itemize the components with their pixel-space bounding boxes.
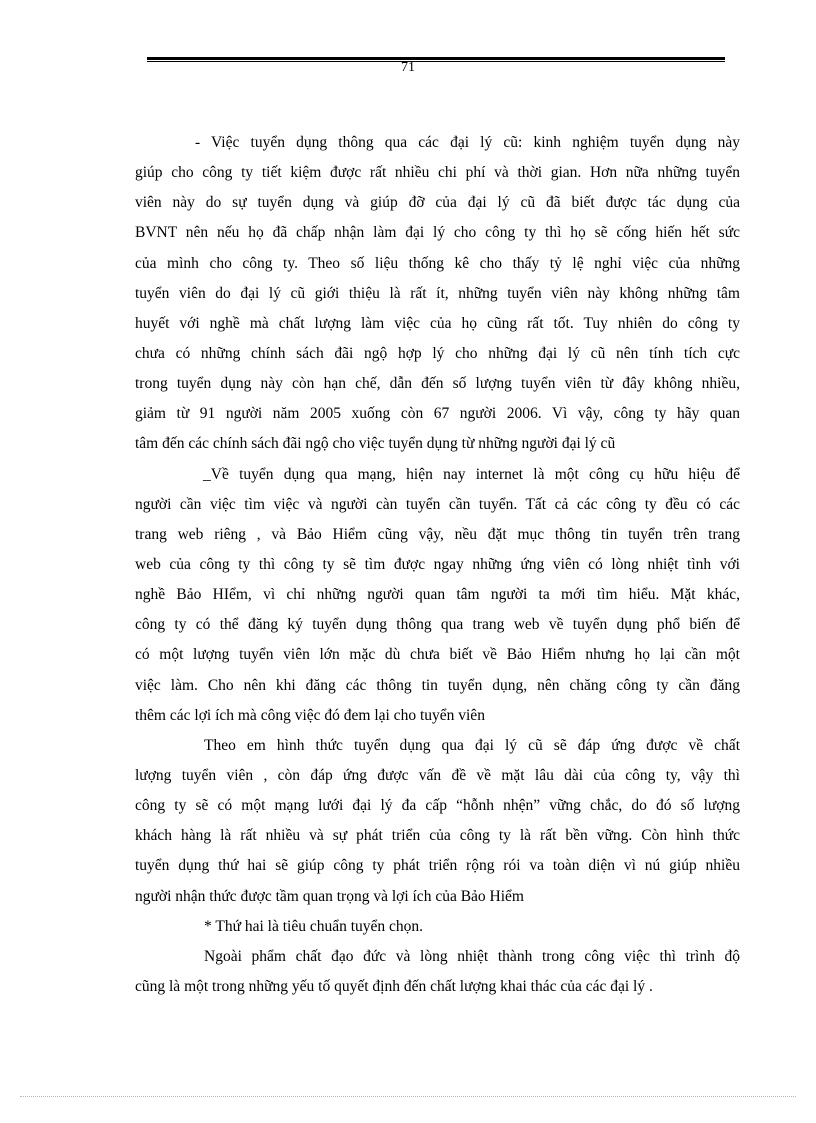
body-text [135,128,740,1002]
text-line: chưa có những chính sách đãi ngộ hợp lý cho những đại lý cũ nên tính tích cực [135,344,740,362]
text-line: khách hàng là rất nhiều và sự phát triển của công ty là rất bền vững. Còn hình thức [135,827,740,845]
text-line: người cần việc tìm việc và người càn tuyển cần tuyển. Tất cả các công ty đều có các [135,495,740,513]
text-line: Theo em hình thức tuyển dụng qua đại lý cũ sẽ đáp ứng được về chất [204,736,740,754]
text-line: huyết với nghề mà chất lượng làm việc của họ cũng rất tốt. Tuy nhiên do công ty [135,314,740,332]
text-line: - Việc tuyển dụng thông qua các đại lý cũ: kinh nghiệm tuyển dụng này [195,134,740,151]
text-line: _Về tuyển dụng qua mạng, hiện nay internet là một công cụ hữu hiệu để [203,465,740,483]
text-line: người nhận thức được tầm quan trọng và lợi ích của Bảo Hiểm [135,887,524,905]
text-line: tuyển dụng thứ hai sẽ giúp công ty phát triển rộng rói va toàn diện vì nú giúp nhiều [135,857,740,875]
text-line: BVNT nên nếu họ đã chấp nhận làm đại lý cho công ty thì họ sẽ cống hiến hết sức [135,224,740,242]
text-line: việc làm. Cho nên khi đăng các thông tin tuyển dụng, nên chăng công ty cần đăng [135,676,740,694]
paragraph [135,912,740,942]
text-line: nghề Bảo HIểm, vì chỉ những người quan tâm người ta mới tìm hiểu. Mặt khác, [135,586,740,604]
text-line: tâm đến các chính sách đãi ngộ cho việc tuyển dụng từ những người đại lý cũ [135,435,616,453]
paragraph [135,460,740,731]
text-line: tuyển viên do đại lý cũ giới thiệu là rất ít, những tuyển viên này không những tâm [135,284,740,302]
text-line: của mình cho công ty. Theo số liệu thống kê cho thấy tỷ lệ nghỉ việc của những [135,254,740,272]
text-line: công ty có thể đăng ký tuyển dụng thông qua trang web về tuyển dụng phổ biến để [135,616,740,634]
footer-dotted-rule [20,1096,796,1097]
text-line: giảm từ 91 người năm 2005 xuống còn 67 người 2006. Vì vậy, công ty hãy quan [135,405,740,423]
page-number: 71 [401,60,415,75]
text-line: có một lượng tuyển viên lớn mặc dù chưa biết về Bảo Hiểm nhưng họ lại cần một [135,646,740,664]
paragraph [135,942,740,1002]
text-line: * Thứ hai là tiêu chuẩn tuyển chọn. [204,917,424,935]
paragraph [135,128,740,460]
text-line: Ngoài phẩm chất đạo đức và lòng nhiệt thành trong công việc thì trình độ [204,947,740,965]
text-line: web của công ty thì công ty sẽ tìm được ngay những ứng viên có lòng nhiệt tình với [135,555,740,573]
text-line: cũng là một trong những yếu tố quyết định đến chất lượng khai thác của các đại lý . [135,977,653,995]
text-line: viên này do sự tuyển dụng và giúp đỡ của đại lý cũ đã biết được tác dụng của [135,194,740,212]
text-line: công ty sẽ có một mạng lưới đại lý đa cấp “hỗnh nhện” vững chắc, do đó số lượng [135,797,740,815]
text-line: trang web riêng , và Bảo Hiểm cũng vậy, nều đặt mục thông tin tuyển trên trang [135,525,740,543]
text-line: giúp cho công ty tiết kiệm được rất nhiều chi phí và thời gian. Hơn nữa những tuyển [135,164,740,182]
text-line: thêm các lợi ích mà công việc đó đem lại cho tuyển viên [135,706,485,724]
text-line: trong tuyển dụng này còn hạn chế, dẫn đến số lượng tuyển viên từ đây không nhiều, [135,375,740,393]
paragraph [135,731,740,912]
text-line: lượng tuyển viên , còn đáp ứng được vấn đề về mặt lâu dài của công ty, vậy thì [135,766,740,784]
